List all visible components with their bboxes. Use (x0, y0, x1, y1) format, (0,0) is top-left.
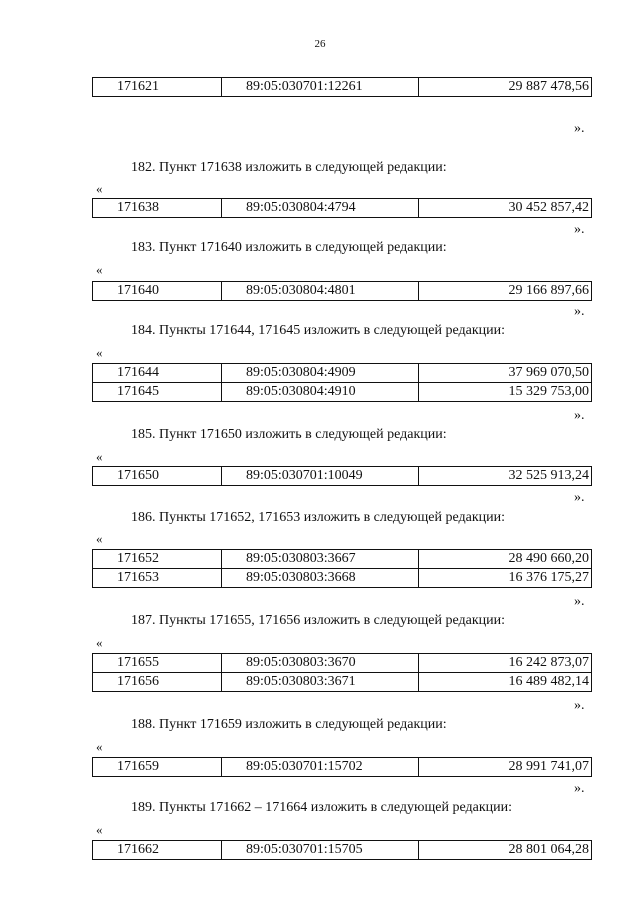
closing-quote: ». (574, 594, 585, 609)
table-row (93, 78, 592, 97)
item-number: 171640 (93, 282, 222, 301)
opening-quote: « (96, 449, 103, 464)
item-number: 171655 (93, 654, 222, 673)
cadastral-number: 89:05:030701:15702 (222, 758, 419, 777)
cadastral-number: 89:05:030804:4909 (222, 364, 419, 383)
property-table (92, 840, 592, 860)
opening-quote: « (96, 181, 103, 196)
property-table (92, 77, 592, 97)
cadastral-value: 37 969 070,50 (419, 364, 592, 383)
closing-quote: ». (574, 222, 585, 237)
table-row (93, 758, 592, 777)
cadastral-value: 28 490 660,20 (419, 550, 592, 569)
cadastral-number: 89:05:030803:3670 (222, 654, 419, 673)
item-number: 171659 (93, 758, 222, 777)
cadastral-number: 89:05:030804:4910 (222, 383, 419, 402)
closing-quote: ». (574, 304, 585, 319)
cadastral-value: 32 525 913,24 (419, 467, 592, 486)
cadastral-value: 28 991 741,07 (419, 758, 592, 777)
item-number: 171621 (93, 78, 222, 97)
cadastral-value: 30 452 857,42 (419, 199, 592, 218)
opening-quote: « (96, 345, 103, 360)
property-table (92, 653, 592, 692)
closing-quote: ». (574, 698, 585, 713)
table-row (93, 199, 592, 218)
cadastral-number: 89:05:030701:12261 (222, 78, 419, 97)
property-table (92, 363, 592, 402)
cadastral-number: 89:05:030701:15705 (222, 841, 419, 860)
table-row (93, 569, 592, 588)
item-number: 171662 (93, 841, 222, 860)
table-row (93, 673, 592, 692)
table-row (93, 364, 592, 383)
cadastral-value: 15 329 753,00 (419, 383, 592, 402)
amendment-instruction: 186. Пункты 171652, 171653 изложить в следующей редакции: (131, 510, 506, 525)
property-table (92, 466, 592, 486)
closing-quote: ». (574, 490, 585, 505)
cadastral-number: 89:05:030803:3667 (222, 550, 419, 569)
table-row (93, 841, 592, 860)
page-number: 26 (314, 38, 326, 50)
closing-quote: ». (574, 781, 585, 796)
amendment-instruction: 182. Пункт 171638 изложить в следующей редакции: (131, 160, 447, 175)
property-table (92, 281, 592, 301)
opening-quote: « (96, 822, 103, 837)
cadastral-number: 89:05:030803:3671 (222, 673, 419, 692)
item-number: 171653 (93, 569, 222, 588)
opening-quote: « (96, 262, 103, 277)
item-number: 171638 (93, 199, 222, 218)
item-number: 171645 (93, 383, 222, 402)
table-row (93, 550, 592, 569)
property-table (92, 549, 592, 588)
cadastral-value: 28 801 064,28 (419, 841, 592, 860)
closing-quote: ». (574, 121, 585, 136)
amendment-instruction: 185. Пункт 171650 изложить в следующей редакции: (131, 427, 447, 442)
table-row (93, 383, 592, 402)
cadastral-value: 16 489 482,14 (419, 673, 592, 692)
cadastral-value: 29 166 897,66 (419, 282, 592, 301)
table-row (93, 654, 592, 673)
cadastral-number: 89:05:030804:4801 (222, 282, 419, 301)
item-number: 171652 (93, 550, 222, 569)
opening-quote: « (96, 635, 103, 650)
property-table (92, 757, 592, 777)
item-number: 171656 (93, 673, 222, 692)
opening-quote: « (96, 531, 103, 546)
item-number: 171650 (93, 467, 222, 486)
property-table (92, 198, 592, 218)
cadastral-number: 89:05:030804:4794 (222, 199, 419, 218)
closing-quote: ». (574, 408, 585, 423)
table-row (93, 282, 592, 301)
amendment-instruction: 189. Пункты 171662 – 171664 изложить в следующей редакции: (131, 800, 513, 815)
item-number: 171644 (93, 364, 222, 383)
amendment-instruction: 187. Пункты 171655, 171656 изложить в следующей редакции: (131, 613, 506, 628)
cadastral-value: 16 242 873,07 (419, 654, 592, 673)
amendment-instruction: 184. Пункты 171644, 171645 изложить в следующей редакции: (131, 323, 506, 338)
amendment-instruction: 188. Пункт 171659 изложить в следующей редакции: (131, 717, 447, 732)
cadastral-number: 89:05:030803:3668 (222, 569, 419, 588)
opening-quote: « (96, 739, 103, 754)
cadastral-value: 29 887 478,56 (419, 78, 592, 97)
amendment-instruction: 183. Пункт 171640 изложить в следующей редакции: (131, 240, 447, 255)
table-row (93, 467, 592, 486)
cadastral-value: 16 376 175,27 (419, 569, 592, 588)
cadastral-number: 89:05:030701:10049 (222, 467, 419, 486)
